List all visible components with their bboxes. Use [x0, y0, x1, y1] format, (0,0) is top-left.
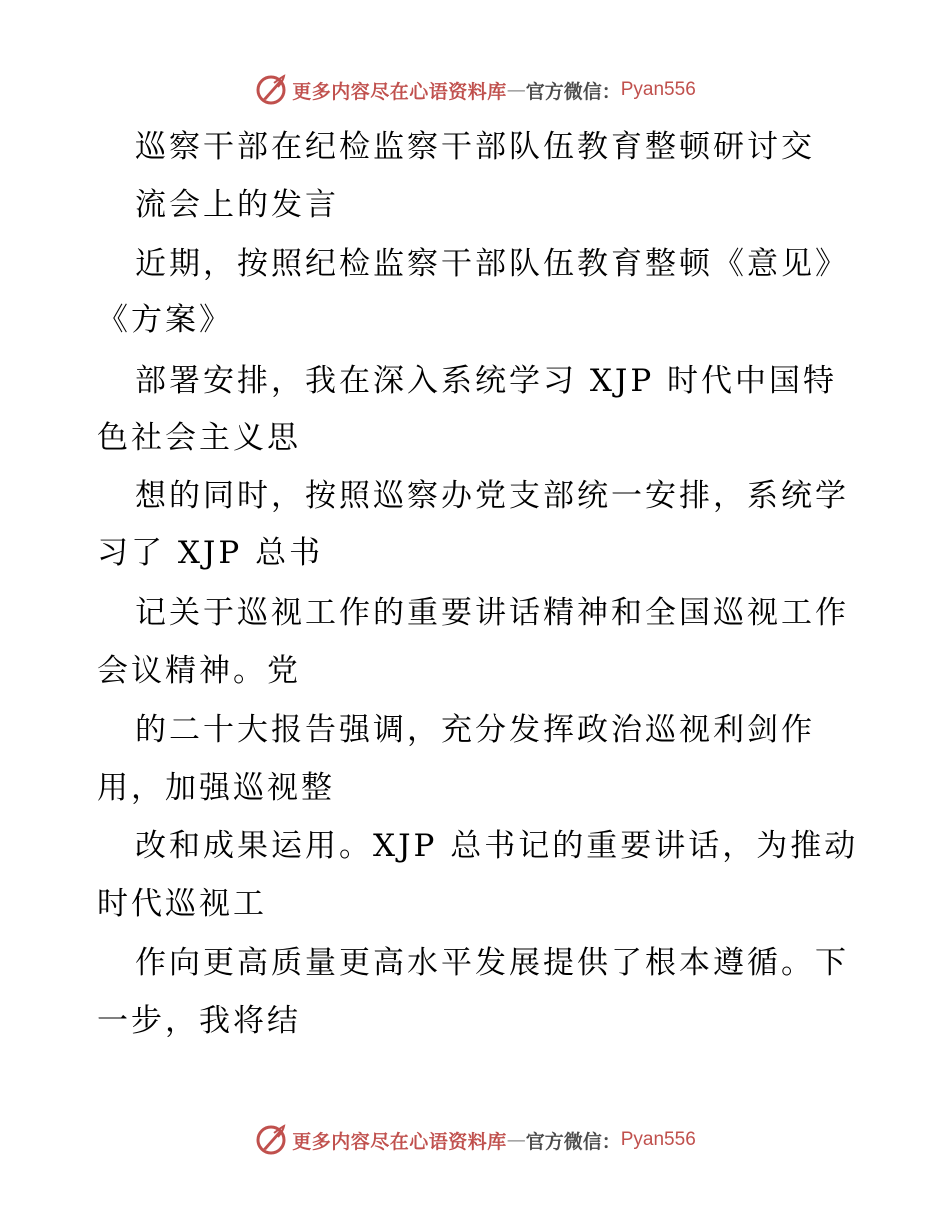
header-separator: —: [506, 79, 526, 101]
text-line: 作向更高质量更高水平发展提供了根本遵循。下: [135, 945, 849, 981]
text-line: 会议精神。党: [97, 653, 301, 689]
text-line: 习了 XJP 总书: [97, 535, 324, 571]
header-watermark-banner: [0, 70, 950, 110]
text-line: 改和成果运用。XJP 总书记的重要讲话，为推动: [135, 828, 859, 864]
text-line: 一步，我将结: [97, 1003, 301, 1039]
text-line: 记关于巡视工作的重要讲话精神和全国巡视工作: [135, 595, 849, 631]
header-site-text: 更多内容尽在心语资料库: [292, 80, 507, 103]
footer-site-text: 更多内容尽在心语资料库: [292, 1130, 507, 1153]
quill-logo-icon: [254, 73, 288, 107]
text-line: 色社会主义思: [97, 420, 301, 456]
quill-logo-icon: [254, 1123, 288, 1157]
text-line: 巡察干部在纪检监察干部队伍教育整顿研讨交: [135, 129, 815, 165]
text-line: 用，加强巡视整: [97, 770, 335, 806]
text-line: 近期，按照纪检监察干部队伍教育整顿《意见》: [135, 246, 849, 282]
text-line: 想的同时，按照巡察办党支部统一安排，系统学: [135, 478, 849, 514]
text-line: 部署安排，我在深入系统学习 XJP 时代中国特: [135, 363, 838, 399]
footer-separator: —: [506, 1129, 526, 1151]
text-line: 流会上的发言: [135, 187, 339, 223]
header-wechat-id: Pyan556: [620, 79, 696, 100]
footer-wechat-label: 官方微信：: [525, 1130, 621, 1153]
text-line: 时代巡视工: [97, 886, 267, 922]
text-line: 《方案》: [97, 302, 233, 338]
footer-wechat-id: Pyan556: [620, 1129, 696, 1150]
text-line: 的二十大报告强调，充分发挥政治巡视利剑作: [135, 712, 815, 748]
header-wechat-label: 官方微信：: [525, 80, 621, 103]
footer-watermark-banner: [0, 1120, 950, 1160]
